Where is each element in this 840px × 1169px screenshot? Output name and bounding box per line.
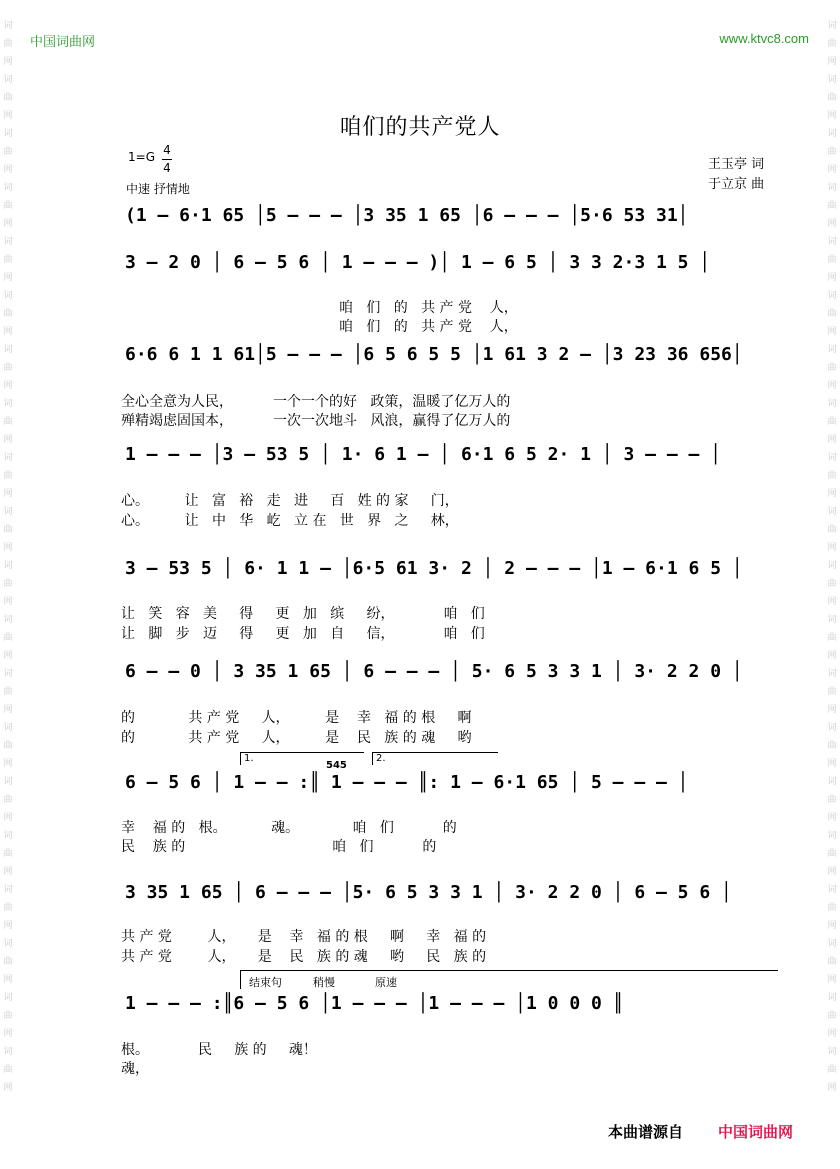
watermark-char: 曲 (827, 1011, 837, 1021)
watermark-char: 网 (827, 273, 837, 283)
watermark-char: 词 (827, 183, 837, 193)
watermark-char: 网 (827, 759, 837, 769)
watermark-char: 曲 (3, 903, 13, 913)
watermark-char: 词 (827, 615, 837, 625)
watermark-char: 曲 (3, 957, 13, 967)
score-line-1: (1 – 6·1 65 │5 – – – │3 35 1 65 │6 – – – │5·6 53 31│ (125, 205, 689, 226)
watermark-char: 词 (3, 777, 13, 787)
lyric-line-7b: 民 族 的 咱 们 的 (121, 839, 437, 855)
watermark-char: 网 (3, 111, 13, 121)
watermark-char: 曲 (827, 957, 837, 967)
watermark-char: 词 (3, 453, 13, 463)
watermark-char: 曲 (3, 579, 13, 589)
watermark-char: 词 (827, 345, 837, 355)
watermark-char: 曲 (3, 147, 13, 157)
watermark-char: 网 (3, 327, 13, 337)
time-signature-top: 4 (163, 143, 171, 157)
watermark-char: 词 (3, 885, 13, 895)
watermark-char: 网 (3, 1029, 13, 1039)
lyric-line-5b: 让 脚 步 迈 得 更 加 自 信， 咱 们 (121, 626, 485, 642)
tempo-marking: 中速 抒情地 (126, 182, 190, 196)
watermark-char: 网 (827, 57, 837, 67)
score-line-3: 6·6 6 1 1 61│5 – – – │6 5 6 5 5 │1 61 3 2 – │3 23 36 656│ (125, 344, 743, 365)
lyric-line-2a: 咱 们 的 共 产 党 人， (121, 300, 518, 316)
watermark-char: 词 (3, 75, 13, 85)
lyric-line-4b: 心。 让 中 华 屹 立 在 世 界 之 林， (121, 513, 459, 529)
right-watermark-column (826, 20, 838, 1094)
watermark-char: 网 (3, 651, 13, 661)
watermark-char: 词 (3, 831, 13, 841)
lyric-line-7a: 幸 福 的 根。 魂。 咱 们 的 (121, 820, 457, 836)
watermark-char: 网 (827, 219, 837, 229)
watermark-char: 网 (827, 543, 837, 553)
watermark-char: 词 (3, 507, 13, 517)
watermark-char: 网 (3, 435, 13, 445)
score-line-4: 1 – – – │3 – 53 5 │ 1· 6 1 – │ 6·1 6 5 2· 1 │ 3 – – – │ (125, 444, 722, 465)
watermark-char: 词 (827, 453, 837, 463)
watermark-char: 词 (827, 993, 837, 1003)
volta-first-ending: 1. (240, 752, 364, 765)
lyric-line-6b: 的 共 产 党 人， 是 民 族 的 魂 哟 (121, 730, 472, 746)
watermark-char: 曲 (3, 1011, 13, 1021)
watermark-char: 网 (827, 381, 837, 391)
watermark-char: 词 (827, 507, 837, 517)
volta-second-ending: 2. (372, 752, 498, 765)
watermark-char: 网 (827, 111, 837, 121)
watermark-char: 网 (3, 219, 13, 229)
watermark-char: 曲 (3, 687, 13, 697)
watermark-char: 网 (827, 165, 837, 175)
watermark-char: 词 (827, 885, 837, 895)
watermark-char: 词 (827, 1047, 837, 1057)
time-signature-bottom: 4 (163, 161, 171, 175)
score-line-6: 6 – – 0 │ 3 35 1 65 │ 6 – – – │ 5· 6 5 3 3 1 │ 3· 2 2 0 │ (125, 661, 743, 682)
watermark-char: 网 (3, 705, 13, 715)
score-line-2: 3 – 2 0 │ 6 – 5 6 │ 1 – – – )│ 1 – 6 5 │ 3 3 2·3 1 5 │ (125, 252, 711, 273)
grace-notes: 545 (326, 760, 347, 771)
watermark-char: 网 (827, 1029, 837, 1039)
lyric-line-3a: 全心全意为人民， 一个一个的好 政策，温暖了亿万人的 (121, 394, 511, 410)
watermark-char: 词 (3, 723, 13, 733)
lyric-line-5a: 让 笑 容 美 得 更 加 缤 纷， 咱 们 (121, 606, 485, 622)
watermark-char: 网 (827, 705, 837, 715)
watermark-char: 词 (827, 723, 837, 733)
watermark-char: 词 (827, 21, 837, 31)
watermark-char: 词 (827, 75, 837, 85)
ending-label: 结束句 (249, 976, 282, 989)
watermark-char: 曲 (3, 363, 13, 373)
watermark-char: 曲 (3, 93, 13, 103)
watermark-char: 网 (3, 759, 13, 769)
lyric-line-8b: 共 产 党 人， 是 民 族 的 魂 哟 民 族 的 (121, 949, 487, 965)
watermark-char: 曲 (827, 579, 837, 589)
ending-bracket (240, 970, 778, 989)
watermark-char: 曲 (827, 201, 837, 211)
watermark-char: 词 (3, 21, 13, 31)
watermark-char: 网 (827, 597, 837, 607)
watermark-char: 网 (827, 867, 837, 877)
watermark-char: 词 (827, 237, 837, 247)
watermark-char: 网 (3, 489, 13, 499)
song-title: 咱们的共产党人 (339, 115, 501, 140)
watermark-char: 网 (3, 975, 13, 985)
composer-credit: 于立京 曲 (708, 177, 765, 192)
watermark-char: 词 (827, 399, 837, 409)
watermark-char: 网 (827, 813, 837, 823)
watermark-char: 网 (827, 1083, 837, 1093)
watermark-char: 网 (827, 975, 837, 985)
watermark-char: 词 (3, 993, 13, 1003)
footer-source-label: 本曲谱源自 (608, 1123, 684, 1141)
watermark-char: 词 (3, 561, 13, 571)
key-signature: 1=G (128, 150, 155, 164)
watermark-char: 曲 (3, 471, 13, 481)
watermark-char: 曲 (3, 201, 13, 211)
watermark-char: 网 (3, 543, 13, 553)
lyric-line-3b: 殚精竭虑固国本， 一次一次地斗 风浪，赢得了亿万人的 (121, 413, 511, 429)
lyric-line-6a: 的 共 产 党 人， 是 幸 福 的 根 啊 (121, 710, 472, 726)
watermark-char: 词 (3, 183, 13, 193)
watermark-char: 曲 (827, 309, 837, 319)
footer-brand-link[interactable]: 中国词曲网 (718, 1123, 794, 1141)
watermark-char: 词 (3, 615, 13, 625)
watermark-char: 网 (3, 813, 13, 823)
watermark-char: 曲 (3, 795, 13, 805)
watermark-char: 曲 (3, 741, 13, 751)
score-line-7: 6 – 5 6 │ 1 – – :║ 1 – – – ║: 1 – 6·1 65 │ 5 – – – │ (125, 772, 689, 793)
watermark-char: 曲 (827, 849, 837, 859)
watermark-char: 词 (3, 345, 13, 355)
watermark-char: 曲 (827, 1065, 837, 1075)
watermark-char: 词 (3, 237, 13, 247)
watermark-char: 网 (3, 381, 13, 391)
watermark-char: 词 (827, 777, 837, 787)
site-url-link[interactable]: www.ktvc8.com (719, 31, 809, 46)
watermark-char: 曲 (827, 93, 837, 103)
watermark-char: 曲 (827, 525, 837, 535)
watermark-char: 曲 (3, 255, 13, 265)
watermark-char: 网 (3, 867, 13, 877)
lyric-line-8a: 共 产 党 人， 是 幸 福 的 根 啊 幸 福 的 (121, 929, 487, 945)
watermark-char: 词 (827, 129, 837, 139)
score-line-8: 3 35 1 65 │ 6 – – – │5· 6 5 3 3 1 │ 3· 2 2 0 │ 6 – 5 6 │ (125, 882, 732, 903)
watermark-char: 曲 (827, 903, 837, 913)
watermark-char: 曲 (827, 633, 837, 643)
watermark-char: 网 (827, 489, 837, 499)
watermark-char: 网 (3, 57, 13, 67)
watermark-char: 网 (827, 651, 837, 661)
watermark-char: 曲 (827, 255, 837, 265)
watermark-char: 曲 (3, 849, 13, 859)
watermark-char: 网 (827, 435, 837, 445)
lyric-line-9a: 根。 民 族 的 魂！ (121, 1042, 317, 1058)
watermark-char: 曲 (827, 471, 837, 481)
watermark-char: 曲 (827, 363, 837, 373)
watermark-char: 曲 (3, 633, 13, 643)
watermark-char: 曲 (3, 417, 13, 427)
watermark-char: 词 (3, 669, 13, 679)
watermark-char: 网 (3, 1083, 13, 1093)
lyricist-credit: 王玉亭 词 (708, 157, 765, 172)
watermark-char: 网 (3, 273, 13, 283)
left-watermark-column (2, 20, 14, 1094)
watermark-char: 曲 (3, 39, 13, 49)
watermark-char: 词 (827, 939, 837, 949)
time-signature (162, 142, 172, 177)
watermark-char: 曲 (827, 417, 837, 427)
watermark-char: 曲 (827, 795, 837, 805)
watermark-char: 网 (3, 921, 13, 931)
watermark-char: 曲 (827, 687, 837, 697)
slower-label: 稍慢 (313, 976, 335, 989)
score-line-9: 1 – – – :║6 – 5 6 │1 – – – │1 – – – │1 0 0 0 ║ (125, 993, 624, 1014)
watermark-char: 词 (3, 399, 13, 409)
watermark-char: 网 (827, 327, 837, 337)
score-line-5: 3 – 53 5 │ 6· 1 1 – │6·5 61 3· 2 │ 2 – – – │1 – 6·1 6 5 │ (125, 558, 743, 579)
watermark-char: 曲 (827, 39, 837, 49)
watermark-char: 网 (827, 921, 837, 931)
watermark-char: 网 (3, 597, 13, 607)
watermark-char: 词 (3, 291, 13, 301)
watermark-char: 词 (827, 291, 837, 301)
watermark-char: 网 (3, 165, 13, 175)
watermark-char: 曲 (827, 147, 837, 157)
watermark-char: 词 (3, 1047, 13, 1057)
watermark-char: 曲 (3, 525, 13, 535)
watermark-char: 词 (827, 831, 837, 841)
lyric-line-9b: 魂， (121, 1061, 149, 1077)
lyric-line-4a: 心。 让 富 裕 走 进 百 姓 的 家 门， (121, 493, 459, 509)
a-tempo-label: 原速 (375, 976, 397, 989)
watermark-char: 曲 (3, 309, 13, 319)
watermark-char: 词 (827, 561, 837, 571)
watermark-char: 词 (827, 669, 837, 679)
watermark-char: 词 (3, 939, 13, 949)
lyric-line-2b: 咱 们 的 共 产 党 人， (121, 319, 518, 335)
watermark-char: 曲 (827, 741, 837, 751)
watermark-char: 词 (3, 129, 13, 139)
site-name-link[interactable]: 中国词曲网 (30, 35, 96, 50)
watermark-char: 曲 (3, 1065, 13, 1075)
